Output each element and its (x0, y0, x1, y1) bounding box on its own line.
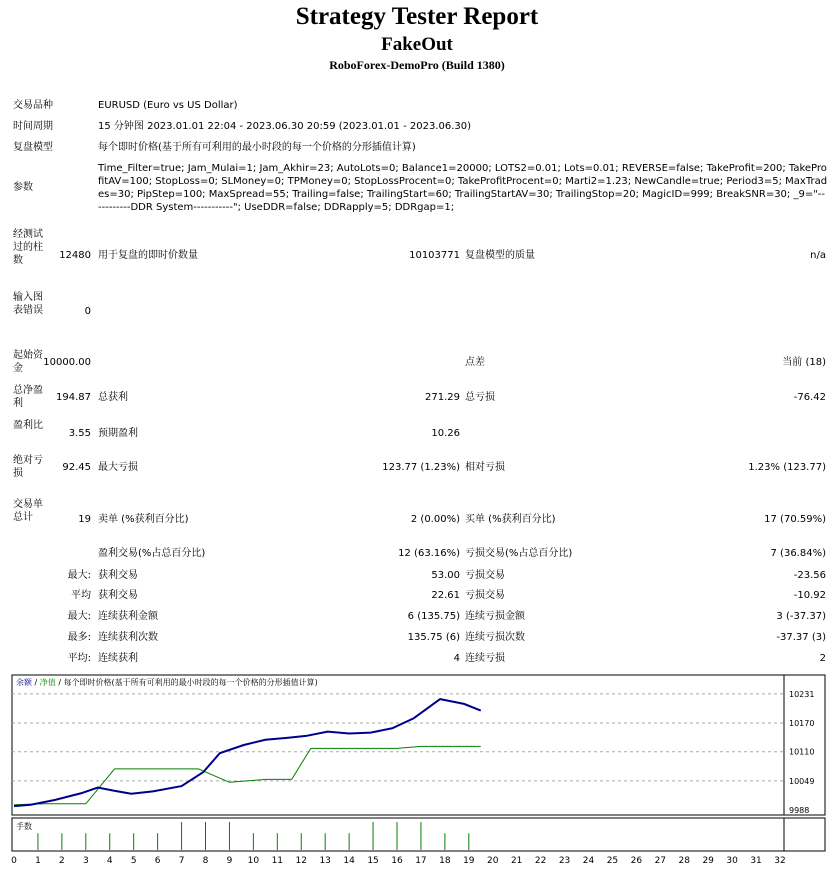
xtick-label: 2 (59, 856, 65, 866)
avg-win-value: 22.61 (431, 590, 460, 601)
symbol-label: 交易品种 (13, 100, 53, 111)
xtick-label: 14 (343, 856, 355, 866)
max2-label: 最多: (67, 632, 91, 643)
short-value: 2 (0.00%) (410, 514, 460, 525)
avg-cons-loss-label: 连续亏损 (465, 653, 505, 664)
max-cons-win-amt-label: 连续获利金额 (98, 611, 158, 622)
volume-yaxis-area (784, 818, 825, 851)
win-label: 盈利交易(%占总百分比) (98, 548, 206, 559)
xtick-label: 6 (154, 856, 161, 866)
params-value: Time_Filter=true; Jam_Mulai=1; Jam_Akhir=23; AutoLots=0; Balance1=20000; LOTS2=0.01; Lots=0.01; REVERSE=false; TakeProfit=200; TakeProfitAV=100; StopLoss=0; SLMoney=0; TPMoney=0; StopLossProcent=0; TakeProfitProcent=0; Marti2=1.23; NewCandle=true; Period3=5; MaxTrades=30; PipStep=100; MaxSpread=55; Trailing=false; TrailingStart=60; TrailingStartAV=30; TrailingStop=20; MagicID=999; BreakSNR=30; _9="-----------DDR System-----------"; UseDDR=false; DDRapply=5; DDRgap=1; (98, 163, 828, 213)
xtick-label: 21 (510, 856, 523, 866)
ytick-label: 10049 (789, 776, 815, 786)
xtick-label: 27 (654, 856, 667, 866)
ticks-value: 10103771 (409, 250, 460, 261)
largest-loss-value: -23.56 (793, 570, 826, 581)
expected-value: 10.26 (431, 428, 460, 439)
ytick-label: 9988 (789, 806, 810, 815)
max-cons-win-amt-value: 6 (135.75) (407, 611, 460, 622)
xtick-label: 13 (319, 856, 331, 866)
errors-label: 输入图表错误 (13, 292, 43, 316)
expected-label: 预期盈利 (98, 428, 138, 439)
lose-value: 7 (36.84%) (770, 548, 826, 559)
period-value: 15 分钟图 2023.01.01 22:04 - 2023.06.30 20:59 (2023.01.01 - 2023.06.30) (98, 121, 472, 132)
avg-loss-value: -10.92 (793, 590, 826, 601)
errors-value: 0 (84, 306, 91, 317)
long-value: 17 (70.59%) (764, 514, 826, 525)
legend-balance: 余额 (16, 678, 32, 687)
ytick-label: 10110 (789, 747, 815, 757)
xtick-label: 17 (415, 856, 427, 866)
symbol-value: EURUSD (Euro vs US Dollar) (98, 100, 238, 111)
short-label: 卖单 (%获利百分比) (98, 514, 189, 525)
avg-loss-label: 亏损交易 (465, 590, 505, 601)
avg2-label: 平均: (67, 653, 91, 664)
legend-equity: 净值 (39, 678, 56, 687)
xtick-label: 10 (247, 856, 260, 866)
quality-value: n/a (810, 250, 826, 261)
max-cons-win-cnt-label: 连续获利次数 (98, 632, 158, 643)
largest-label: 最大: (67, 570, 91, 581)
xtick-label: 29 (702, 856, 714, 866)
xtick-label: 12 (295, 856, 307, 866)
lose-label: 亏损交易(%占总百分比) (465, 548, 573, 559)
xtick-label: 28 (678, 856, 690, 866)
xtick-label: 31 (750, 856, 762, 866)
deposit-label: 起始资金 (13, 350, 43, 374)
xtick-label: 8 (202, 856, 209, 866)
pf-value: 3.55 (68, 428, 91, 439)
xtick-label: 0 (11, 856, 17, 866)
ticks-label: 用于复盘的即时价数量 (98, 250, 198, 261)
max-cons-loss-cnt-label: 连续亏损次数 (465, 632, 525, 643)
gross-loss-label: 总亏损 (465, 392, 495, 403)
abs-dd-label: 绝对亏损 (13, 455, 43, 479)
xtick-label: 24 (582, 856, 595, 866)
long-label: 买单 (%获利百分比) (465, 514, 556, 525)
rel-dd-value: 1.23% (123.77) (748, 462, 826, 473)
ytick-label: 10170 (789, 719, 815, 729)
bars-value: 12480 (59, 250, 91, 261)
rel-dd-label: 相对亏损 (465, 462, 505, 473)
avg-cons-loss-value: 2 (819, 653, 826, 664)
gross-loss-value: -76.42 (793, 392, 826, 403)
deposit-value: 10000.00 (43, 357, 91, 368)
spread-value: 当前 (18) (782, 357, 826, 368)
max-cons-win-cnt-value: 135.75 (6) (407, 632, 460, 643)
max-cons-loss-amt-value: 3 (-37.37) (776, 611, 826, 622)
win-value: 12 (63.16%) (398, 548, 460, 559)
model-label: 复盘模型 (13, 142, 53, 153)
gross-profit-label: 总获利 (98, 392, 128, 403)
trades-value: 19 (78, 514, 91, 525)
trades-label: 交易单总计 (13, 499, 43, 523)
volume-label: 手数 (16, 822, 32, 831)
average-label: 平均 (71, 590, 91, 601)
largest-win-value: 53.00 (431, 570, 460, 581)
xtick-label: 20 (487, 856, 499, 866)
xtick-label: 30 (726, 856, 738, 866)
xtick-label: 18 (439, 856, 451, 866)
gross-profit-value: 271.29 (425, 392, 460, 403)
max-cons-loss-amt-label: 连续亏损金额 (465, 611, 525, 622)
avg-cons-win-value: 4 (453, 653, 460, 664)
xtick-label: 5 (130, 856, 137, 866)
xtick-label: 3 (82, 856, 89, 866)
largest-loss-label: 亏损交易 (465, 570, 505, 581)
expert-name: FakeOut (381, 34, 453, 55)
abs-dd-value: 92.45 (62, 462, 91, 473)
xtick-label: 32 (774, 856, 786, 866)
net-value: 194.87 (56, 392, 91, 403)
max-dd-label: 最大亏损 (98, 462, 138, 473)
largest-win-label: 获利交易 (98, 570, 138, 581)
max-cons-loss-cnt-value: -37.37 (3) (776, 632, 826, 643)
max-dd-value: 123.77 (1.23%) (382, 462, 460, 473)
xtick-label: 23 (558, 856, 571, 866)
xtick-label: 26 (630, 856, 643, 866)
quality-label: 复盘模型的质量 (465, 250, 535, 261)
params-label: 参数 (13, 182, 33, 193)
pf-label: 盈利比 (13, 420, 43, 431)
xtick-label: 11 (271, 856, 284, 866)
bars-label: 经测试过的柱数 (13, 229, 43, 266)
server-name: RoboForex-DemoPro (Build 1380) (329, 58, 505, 72)
model-value: 每个即时价格(基于所有可利用的最小时段的每一个价格的分形插值计算) (98, 142, 416, 153)
xtick-label: 16 (391, 856, 403, 866)
xtick-label: 1 (35, 856, 41, 866)
xtick-label: 19 (463, 856, 475, 866)
period-label: 时间周期 (13, 121, 53, 132)
spread-label: 点差 (465, 357, 485, 368)
xtick-label: 9 (226, 856, 233, 866)
xtick-label: 15 (367, 856, 379, 866)
report-title: Strategy Tester Report (295, 3, 539, 30)
xtick-label: 25 (606, 856, 619, 866)
xtick-label: 7 (178, 856, 185, 866)
net-label: 总净盈利 (13, 385, 43, 409)
legend-subtitle: 每个即时价格(基于所有可利用的最小时段的每一个价格的分形插值计算) (63, 678, 318, 687)
xtick-label: 4 (106, 856, 113, 866)
avg-cons-win-label: 连续获利 (98, 653, 138, 664)
avg-win-label: 获利交易 (98, 590, 138, 601)
max1-label: 最大: (67, 611, 91, 622)
chart-legend: 余额 / 净值 / 每个即时价格(基于所有可利用的最小时段的每一个价格的分形插值计算) (16, 678, 318, 687)
xtick-label: 22 (534, 856, 547, 866)
volume-plot-area (12, 818, 784, 851)
ytick-label: 10231 (789, 689, 815, 699)
